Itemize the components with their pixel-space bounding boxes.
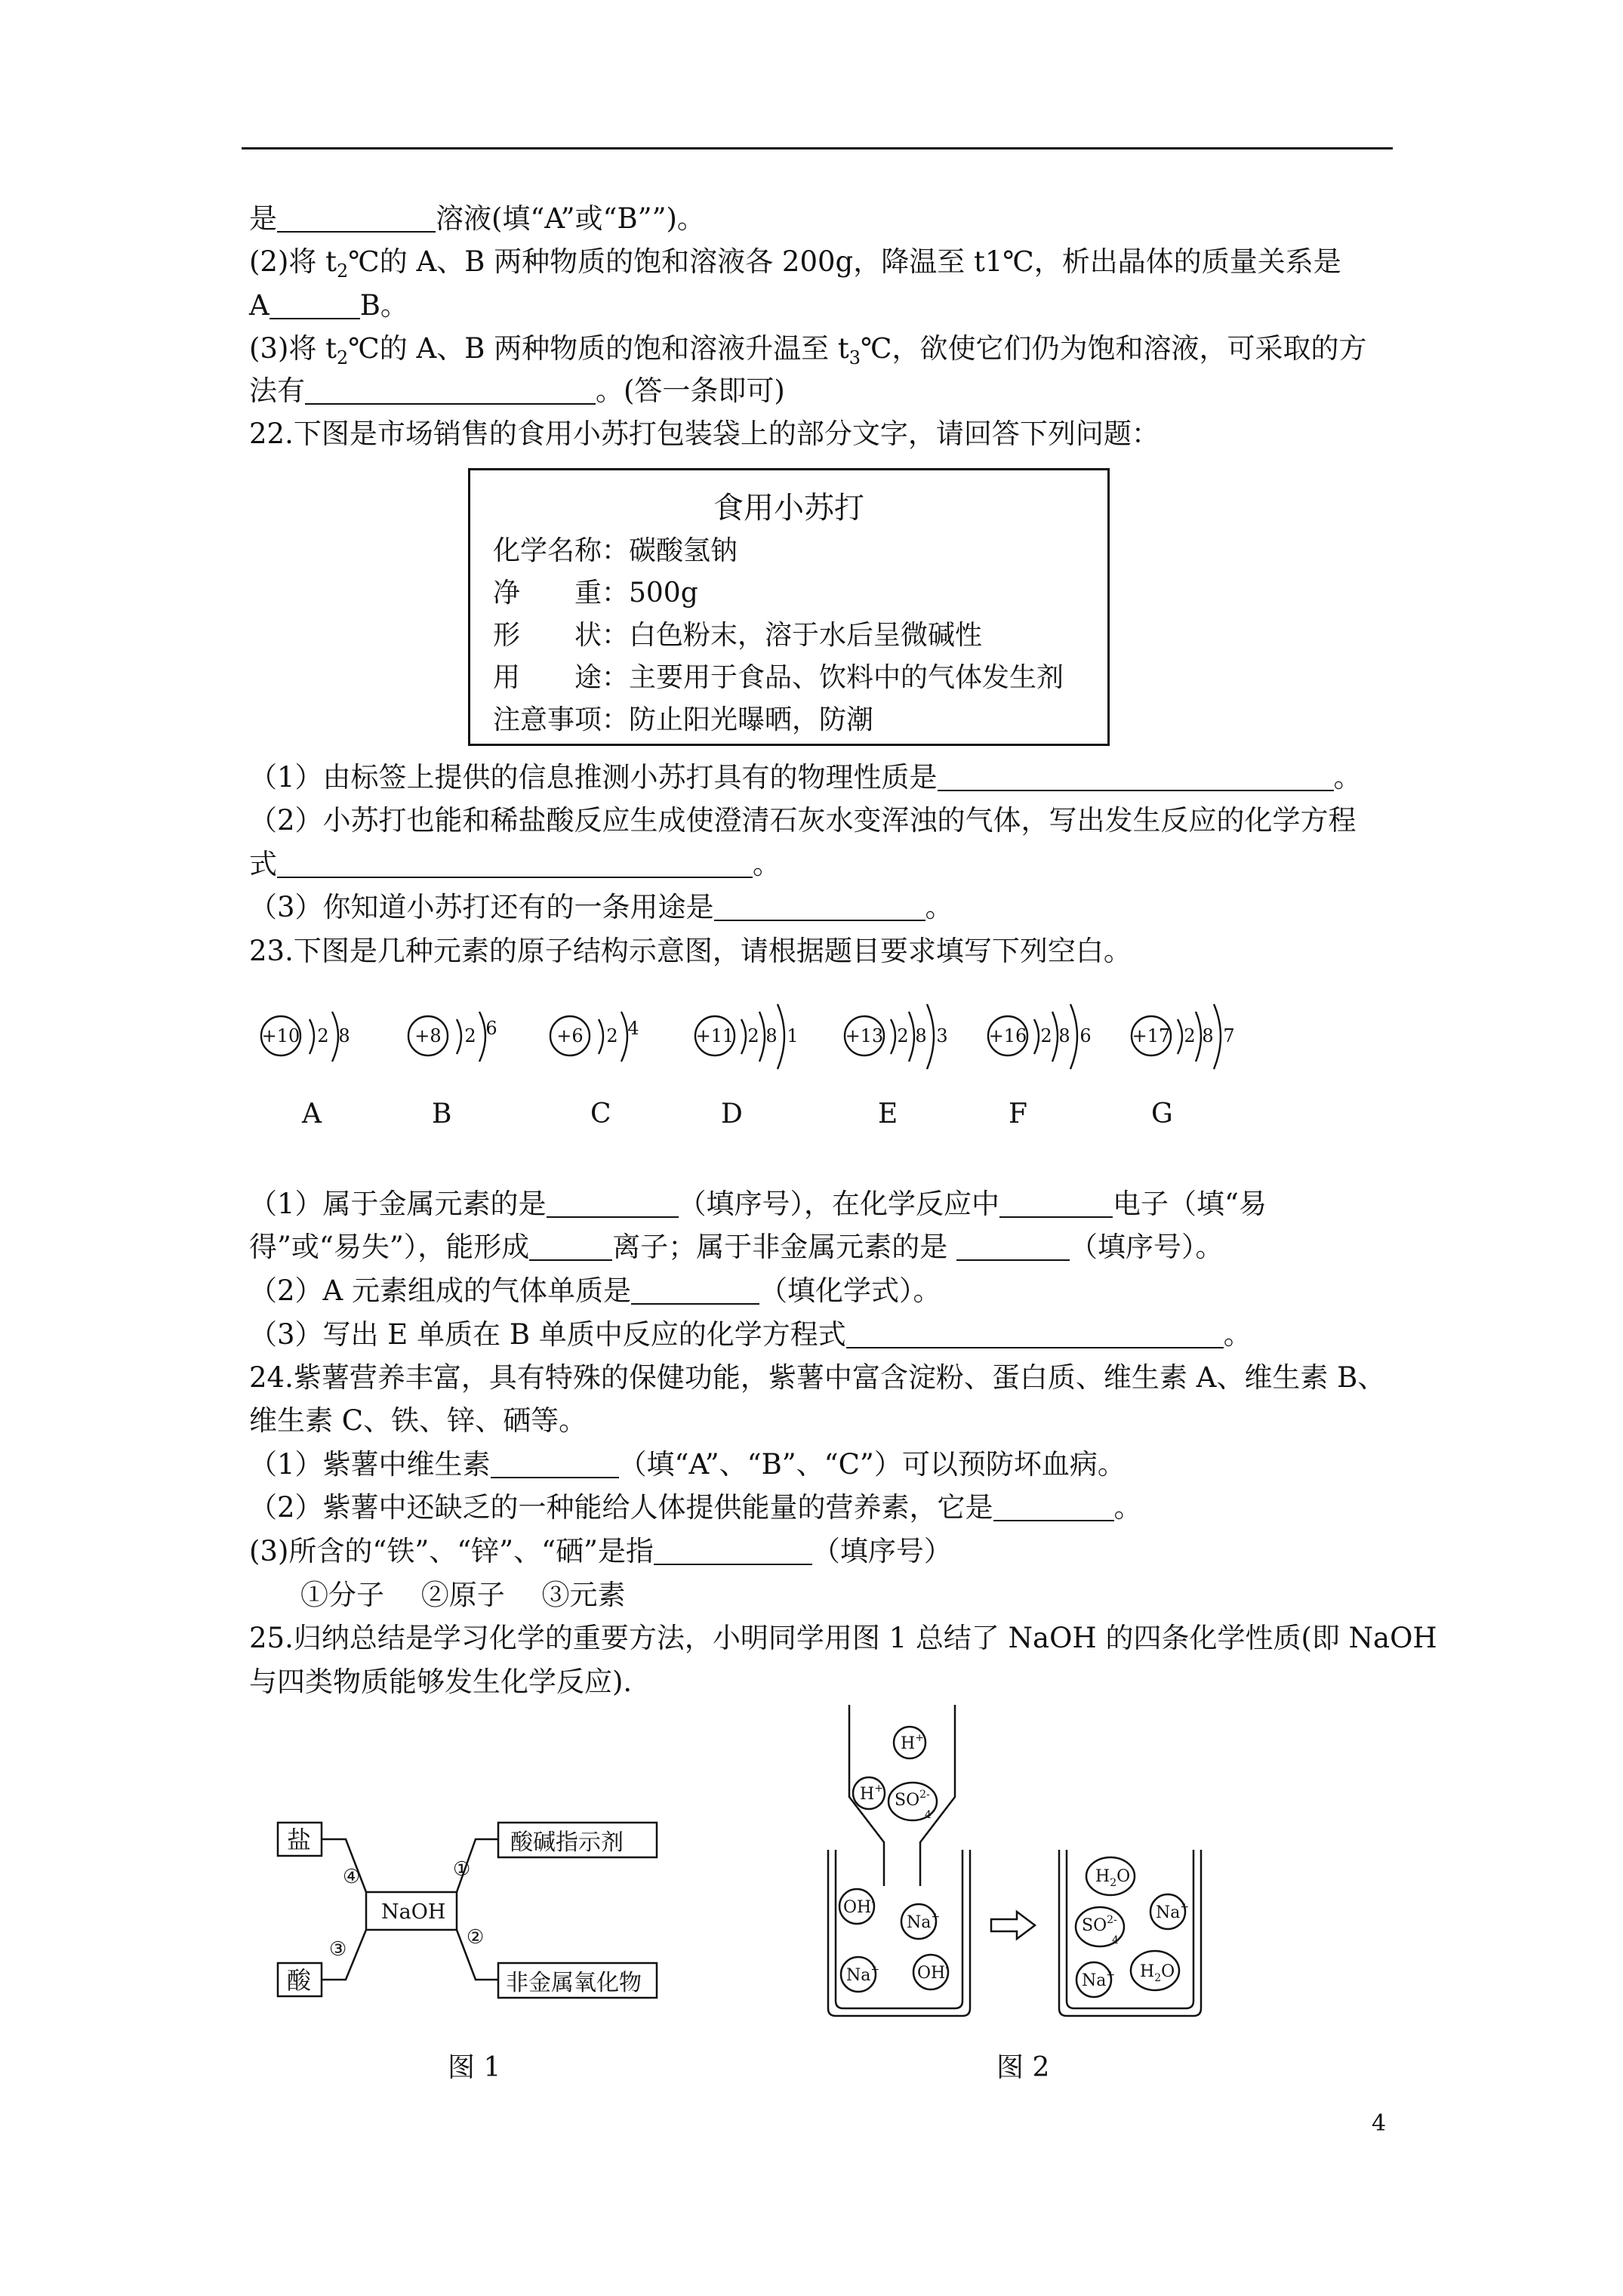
ion-so4-dropper: $SO^{2-}$: [895, 1789, 930, 1810]
q21-line2: (2)将 $t_2℃$的 A、B 两种物质的饱和溶液各 200g，降温至 t1℃，析出晶体的质量关系是: [249, 245, 1341, 282]
q22-part1: （1）由标签上提供的信息推测小苏打具有的物理性质是 。: [249, 761, 1362, 794]
atom-c-nucleus: +6: [556, 1025, 584, 1046]
naoh-label: NaOH: [381, 1900, 446, 1924]
figure-1-caption: 图 1: [448, 2052, 501, 2083]
atom-f-nucleus: +16: [988, 1025, 1027, 1046]
atom-d-nucleus: +11: [695, 1025, 735, 1046]
atom-b-shell2: 6: [485, 1018, 497, 1039]
atom-g-nucleus: +17: [1132, 1025, 1171, 1046]
acid-label: 酸: [287, 1966, 312, 1995]
ion-so4-beaker-sub: 4: [1112, 1934, 1119, 1946]
figure-1-naoh-properties: [272, 1812, 664, 2008]
label-row-form: 形 状：白色粉末，溶于水后呈微碱性: [493, 620, 983, 651]
ion-na-3: Na+: [1156, 1901, 1190, 1922]
q23-blank-5[interactable]: [631, 1276, 759, 1305]
atom-letter-e: E: [878, 1099, 898, 1130]
figure-2-neutralization: [819, 1699, 1242, 2031]
q24-stem-1: 24.紫薯营养丰富，具有特殊的保健功能，紫薯中富含淀粉、蛋白质、维生素 A、维生素 B、: [249, 1361, 1386, 1394]
header-rule: [242, 147, 1393, 149]
label-row-weight: 净 重：500g: [493, 578, 698, 609]
atom-letter-g: G: [1151, 1099, 1173, 1130]
ion-oh-2: OH-: [917, 1962, 949, 1983]
molecule-h2o-2: $H_2O$: [1140, 1962, 1175, 1984]
label-title: 食用小苏打: [713, 491, 864, 525]
molecule-h2o-1: $H_2O$: [1095, 1867, 1131, 1889]
q21-line4: (3)将 $t_2℃$的 A、B 两种物质的饱和溶液升温至 $t_3℃$，欲使它们仍为饱和溶液，可采取的方: [249, 332, 1367, 368]
q23-blank-6[interactable]: [846, 1320, 1224, 1348]
q22-part2-cont: 式 。: [249, 848, 781, 880]
atom-letter-d: D: [721, 1099, 743, 1130]
q22-part3: （3）你知道小苏打还有的一条用途是 。: [249, 891, 953, 923]
q24-part3: (3)所含的“铁”、“锌”、“硒”是指 （填序号）: [249, 1535, 952, 1567]
atom-a-shell1: 2: [317, 1025, 329, 1046]
atom-g-shell1: 2: [1184, 1025, 1196, 1046]
label-row-name: 化学名称：碳酸氢钠: [493, 535, 738, 566]
atom-f-shell2: 8: [1058, 1025, 1070, 1046]
page-number: 4: [1372, 2110, 1387, 2137]
salt-label: 盐: [287, 1826, 312, 1854]
atom-letter-c: C: [590, 1099, 611, 1130]
atom-letter-f: F: [1009, 1099, 1027, 1130]
q24-part2: （2）紫薯中还缺乏的一种能给人体提供能量的营养素，它是 。: [249, 1491, 1142, 1524]
number-1: ①: [453, 1858, 471, 1881]
q23-part3: （3）写出 E 单质在 B 单质中反应的化学方程式 。: [249, 1318, 1252, 1351]
q24-part1: （1）紫薯中维生素 （填“A”、“B”、“C”）可以预防坏血病。: [249, 1448, 1126, 1481]
atom-g-shell3: 7: [1223, 1025, 1235, 1046]
atom-e-shell2: 8: [915, 1025, 927, 1046]
atom-b-shell1: 2: [464, 1025, 476, 1046]
atom-d-shell3: 1: [787, 1025, 799, 1046]
q23-stem: 23.下图是几种元素的原子结构示意图，请根据题目要求填写下列空白。: [249, 935, 1132, 967]
atom-f-shell3: 6: [1079, 1025, 1092, 1046]
q24-blank-3[interactable]: [654, 1536, 812, 1565]
ion-na-2: Na+: [846, 1964, 880, 1985]
q21-line1: 是 溶液(填“A”或“B””)。: [249, 202, 705, 235]
q22-stem: 22.下图是市场销售的食用小苏打包装袋上的部分文字，请回答下列问题：: [249, 418, 1160, 450]
q24-stem-2: 维生素 C、铁、锌、硒等。: [249, 1404, 587, 1437]
ion-oh-1: OH-: [843, 1896, 875, 1917]
atom-letter-a: A: [302, 1099, 322, 1130]
q24-blank-1[interactable]: [491, 1450, 619, 1478]
atom-g-shell2: 8: [1202, 1025, 1214, 1046]
q23-blank-3[interactable]: [529, 1232, 612, 1261]
q22-blank-2[interactable]: [277, 849, 753, 878]
atom-b-nucleus: +8: [414, 1025, 442, 1046]
q23-blank-1[interactable]: [547, 1189, 679, 1218]
q21-blank-2[interactable]: [269, 291, 360, 319]
q23-blank-4[interactable]: [956, 1232, 1070, 1261]
number-2: ②: [467, 1926, 485, 1949]
atom-c-shell2: 4: [627, 1018, 639, 1039]
oxide-label: 非金属氧化物: [506, 1970, 642, 1996]
ion-na-1: Na+: [907, 1911, 941, 1932]
q22-part2: （2）小苏打也能和稀盐酸反应生成使澄清石灰水变浑浊的气体，写出发生反应的化学方程: [249, 804, 1357, 837]
q22-blank-1[interactable]: [938, 763, 1334, 791]
q25-stem-1: 25.归纳总结是学习化学的重要方法，小明同学用图 1 总结了 NaOH 的四条化学性质(即 NaOH: [249, 1622, 1437, 1654]
q23-blank-2[interactable]: [999, 1189, 1113, 1218]
q23-part1-cont: 得”或“易失”），能形成 离子；属于非金属元素的是 （填序号）。: [249, 1231, 1224, 1263]
ion-so4-dropper-sub: 4: [925, 1809, 932, 1821]
q21-line3: A B。: [249, 289, 408, 322]
atom-c-shell1: 2: [606, 1025, 618, 1046]
q22-blank-3[interactable]: [714, 892, 925, 921]
indicator-label: 酸碱指示剂: [510, 1829, 624, 1856]
atom-a-nucleus: +10: [261, 1025, 300, 1046]
atom-a-shell2: 8: [338, 1025, 350, 1046]
number-3: ③: [329, 1938, 347, 1961]
ion-so4-beaker: $SO^{2-}$: [1082, 1914, 1117, 1935]
label-row-notice: 注意事项：防止阳光曝晒，防潮: [493, 704, 874, 735]
q23-part1: （1）属于金属元素的是 （填序号），在化学反应中 电子（填“易: [249, 1188, 1267, 1220]
ion-h-left: H+: [860, 1783, 883, 1804]
q24-blank-2[interactable]: [993, 1493, 1114, 1521]
q21-blank-1[interactable]: [277, 204, 436, 233]
atom-e-shell1: 2: [897, 1025, 909, 1046]
figure-2-caption: 图 2: [996, 2052, 1050, 2083]
atom-d-shell1: 2: [747, 1025, 759, 1046]
atom-e-shell3: 3: [936, 1025, 948, 1046]
number-4: ④: [343, 1866, 361, 1888]
ion-h-top: H+: [901, 1732, 924, 1753]
baking-soda-label: [468, 468, 1110, 746]
atom-f-shell1: 2: [1040, 1025, 1052, 1046]
q24-options: ①分子 ②原子 ③元素: [300, 1579, 626, 1611]
atom-structure-diagrams: [249, 982, 1306, 1087]
q25-stem-2: 与四类物质能够发生化学反应).: [249, 1666, 633, 1698]
atom-letter-b: B: [432, 1099, 452, 1130]
label-row-use: 用 途：主要用于食品、饮料中的气体发生剂: [493, 662, 1064, 693]
ion-na-4: Na+: [1082, 1969, 1116, 1990]
q21-blank-3[interactable]: [305, 376, 596, 405]
atom-d-shell2: 8: [765, 1025, 778, 1046]
atom-e-nucleus: +13: [845, 1025, 884, 1046]
q21-line5: 法有 。(答一条即可): [249, 374, 785, 407]
q23-part2: （2）A 元素组成的气体单质是 （填化学式）。: [249, 1274, 941, 1307]
